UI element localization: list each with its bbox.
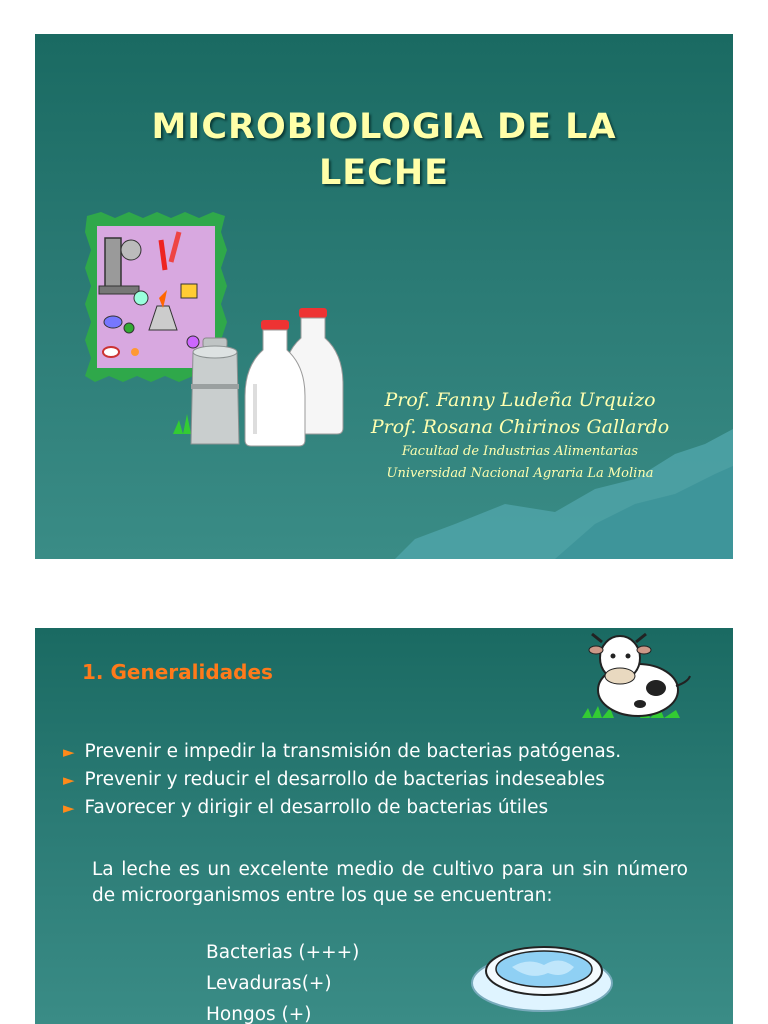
bullet-arrow-icon: ► xyxy=(63,771,75,789)
author-1: Prof. Fanny Ludeña Urquizo xyxy=(384,389,656,411)
slide-title xyxy=(35,104,733,196)
title-line-2: LECHE xyxy=(318,153,450,193)
bullet-text: Prevenir e impedir la transmisión de bacterias patógenas. xyxy=(84,741,622,762)
content-slide xyxy=(35,628,733,1024)
cow-icon xyxy=(580,628,695,723)
list-item: Bacterias (+++) xyxy=(206,942,360,963)
section-title: 1. Generalidades xyxy=(82,660,273,684)
list-item xyxy=(63,766,723,794)
bullet-text: Prevenir y reducir el desarrollo de bacterias indeseables xyxy=(84,769,605,790)
objectives-list xyxy=(63,738,723,822)
bullet-text: Favorecer y dirigir el desarrollo de bacterias útiles xyxy=(84,797,549,818)
authors-block xyxy=(355,387,685,485)
list-item: Hongos (+) xyxy=(206,1004,312,1024)
intro-paragraph: La leche es un excelente medio de cultivo para un sin número de microorganismos entre los que se encuentran: xyxy=(92,859,688,906)
list-item xyxy=(63,738,723,766)
author-2: Prof. Rosana Chirinos Gallardo xyxy=(370,416,670,438)
bullet-arrow-icon: ► xyxy=(63,743,75,761)
petri-dish-icon xyxy=(468,933,616,1013)
list-item xyxy=(63,794,723,822)
title-line-1: MICROBIOLOGIA DE LA xyxy=(151,107,617,147)
milk-can-icon xyxy=(173,334,253,454)
title-slide xyxy=(35,34,733,559)
microorganism-list xyxy=(206,937,359,1024)
bullet-arrow-icon: ► xyxy=(63,799,75,817)
university-name: Universidad Nacional Agraria La Molina xyxy=(386,466,654,481)
list-item: Levaduras(+) xyxy=(206,973,332,994)
faculty-name: Facultad de Industrias Alimentarias xyxy=(401,444,639,459)
milk-bottle-icon xyxy=(243,304,353,452)
